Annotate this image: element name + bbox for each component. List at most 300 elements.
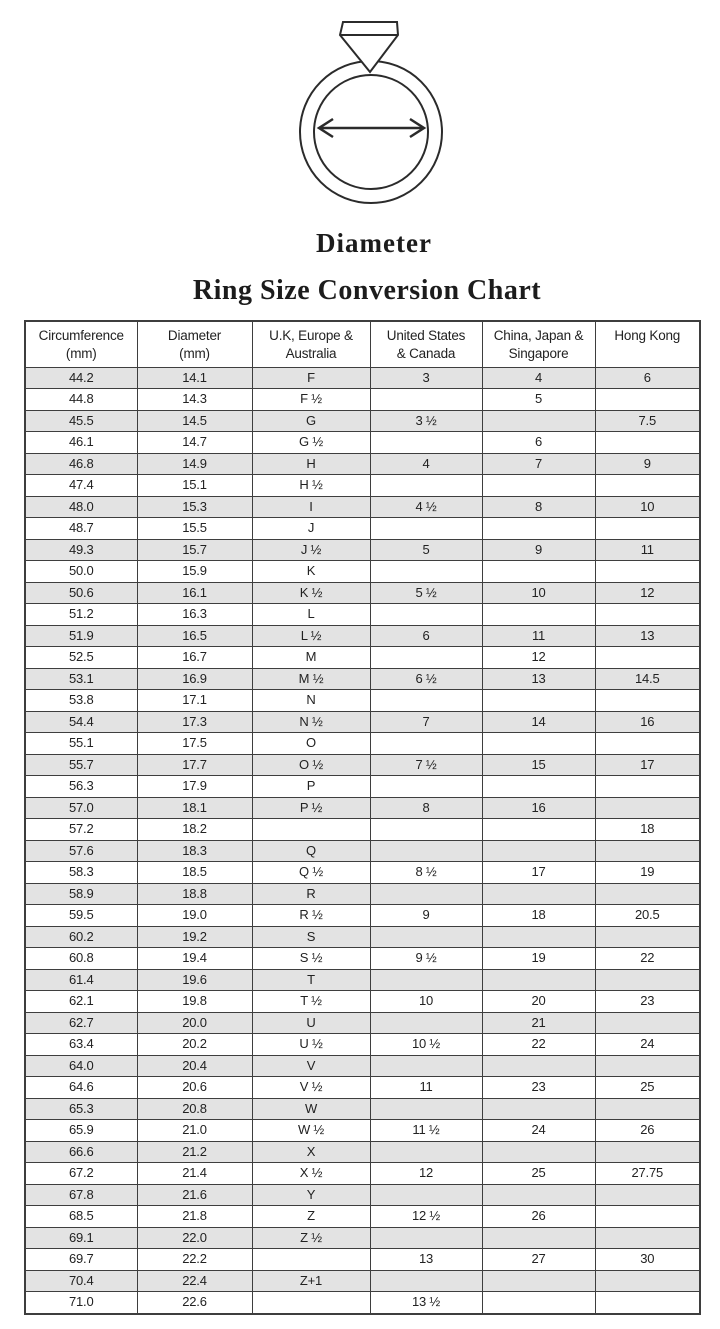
cell-circumference: 63.4 [25, 1034, 137, 1056]
cell-uk_europe_australia: O ½ [252, 754, 370, 776]
cell-circumference: 69.7 [25, 1249, 137, 1271]
cell-china_japan_singapore: 8 [482, 496, 595, 518]
table-row [25, 991, 700, 1013]
cell-uk_europe_australia: X [252, 1141, 370, 1163]
cell-china_japan_singapore [482, 410, 595, 432]
table-row [25, 926, 700, 948]
cell-hong_kong: 24 [595, 1034, 700, 1056]
cell-circumference: 65.3 [25, 1098, 137, 1120]
cell-hong_kong [595, 926, 700, 948]
cell-diameter: 19.6 [137, 969, 252, 991]
cell-diameter: 22.2 [137, 1249, 252, 1271]
cell-hong_kong: 26 [595, 1120, 700, 1142]
cell-diameter: 16.3 [137, 604, 252, 626]
table-row [25, 1098, 700, 1120]
cell-hong_kong: 22 [595, 948, 700, 970]
cell-circumference: 70.4 [25, 1270, 137, 1292]
cell-circumference: 45.5 [25, 410, 137, 432]
cell-us_canada: 8 [370, 797, 482, 819]
column-header-uk-europe-australia: U.K, Europe & Australia [252, 321, 370, 367]
table-row [25, 625, 700, 647]
cell-us_canada [370, 518, 482, 540]
column-header-china-japan-singapore: China, Japan & Singapore [482, 321, 595, 367]
cell-china_japan_singapore: 23 [482, 1077, 595, 1099]
cell-us_canada [370, 1055, 482, 1077]
cell-uk_europe_australia: T [252, 969, 370, 991]
cell-circumference: 52.5 [25, 647, 137, 669]
cell-china_japan_singapore: 4 [482, 367, 595, 389]
table-row [25, 1077, 700, 1099]
cell-diameter: 19.8 [137, 991, 252, 1013]
cell-china_japan_singapore: 13 [482, 668, 595, 690]
cell-circumference: 64.6 [25, 1077, 137, 1099]
table-row [25, 367, 700, 389]
cell-china_japan_singapore [482, 776, 595, 798]
cell-diameter: 21.6 [137, 1184, 252, 1206]
cell-circumference: 61.4 [25, 969, 137, 991]
table-row [25, 604, 700, 626]
cell-diameter: 16.1 [137, 582, 252, 604]
cell-hong_kong [595, 1055, 700, 1077]
table-row [25, 969, 700, 991]
cell-circumference: 50.6 [25, 582, 137, 604]
cell-china_japan_singapore [482, 819, 595, 841]
table-row [25, 518, 700, 540]
cell-hong_kong [595, 883, 700, 905]
cell-china_japan_singapore: 18 [482, 905, 595, 927]
cell-uk_europe_australia [252, 1249, 370, 1271]
table-row [25, 539, 700, 561]
cell-china_japan_singapore: 6 [482, 432, 595, 454]
table-row [25, 862, 700, 884]
table-row [25, 711, 700, 733]
cell-uk_europe_australia: L ½ [252, 625, 370, 647]
cell-diameter: 15.7 [137, 539, 252, 561]
table-row [25, 668, 700, 690]
table-row [25, 389, 700, 411]
cell-hong_kong: 27.75 [595, 1163, 700, 1185]
cell-circumference: 44.8 [25, 389, 137, 411]
cell-uk_europe_australia: R [252, 883, 370, 905]
cell-china_japan_singapore: 11 [482, 625, 595, 647]
table-row [25, 582, 700, 604]
cell-uk_europe_australia: H [252, 453, 370, 475]
cell-uk_europe_australia [252, 819, 370, 841]
diameter-label: Diameter [316, 228, 432, 258]
cell-china_japan_singapore [482, 1292, 595, 1314]
cell-hong_kong [595, 1292, 700, 1314]
cell-china_japan_singapore [482, 690, 595, 712]
cell-diameter: 18.2 [137, 819, 252, 841]
cell-china_japan_singapore: 14 [482, 711, 595, 733]
table-row [25, 432, 700, 454]
cell-china_japan_singapore: 27 [482, 1249, 595, 1271]
cell-uk_europe_australia: Z [252, 1206, 370, 1228]
cell-diameter: 22.4 [137, 1270, 252, 1292]
cell-us_canada: 7 ½ [370, 754, 482, 776]
cell-diameter: 19.2 [137, 926, 252, 948]
cell-hong_kong: 14.5 [595, 668, 700, 690]
cell-diameter: 17.5 [137, 733, 252, 755]
cell-diameter: 14.1 [137, 367, 252, 389]
cell-diameter: 21.2 [137, 1141, 252, 1163]
cell-circumference: 48.0 [25, 496, 137, 518]
cell-china_japan_singapore: 21 [482, 1012, 595, 1034]
table-row [25, 1163, 700, 1185]
cell-china_japan_singapore [482, 1141, 595, 1163]
cell-circumference: 58.9 [25, 883, 137, 905]
cell-circumference: 46.1 [25, 432, 137, 454]
cell-hong_kong: 11 [595, 539, 700, 561]
cell-us_canada [370, 1227, 482, 1249]
cell-us_canada: 10 [370, 991, 482, 1013]
cell-uk_europe_australia: M ½ [252, 668, 370, 690]
cell-diameter: 16.9 [137, 668, 252, 690]
cell-us_canada [370, 840, 482, 862]
cell-us_canada: 12 ½ [370, 1206, 482, 1228]
cell-uk_europe_australia: K [252, 561, 370, 583]
cell-china_japan_singapore [482, 1270, 595, 1292]
cell-hong_kong [595, 518, 700, 540]
cell-hong_kong: 16 [595, 711, 700, 733]
cell-us_canada [370, 1098, 482, 1120]
cell-diameter: 15.1 [137, 475, 252, 497]
cell-hong_kong: 20.5 [595, 905, 700, 927]
cell-china_japan_singapore: 15 [482, 754, 595, 776]
cell-us_canada: 3 ½ [370, 410, 482, 432]
cell-us_canada: 5 ½ [370, 582, 482, 604]
cell-uk_europe_australia: S ½ [252, 948, 370, 970]
cell-diameter: 19.0 [137, 905, 252, 927]
cell-circumference: 66.6 [25, 1141, 137, 1163]
cell-uk_europe_australia: G [252, 410, 370, 432]
cell-diameter: 15.3 [137, 496, 252, 518]
cell-hong_kong [595, 690, 700, 712]
cell-china_japan_singapore [482, 926, 595, 948]
cell-diameter: 18.1 [137, 797, 252, 819]
cell-uk_europe_australia: Q ½ [252, 862, 370, 884]
cell-hong_kong [595, 1098, 700, 1120]
cell-diameter: 20.8 [137, 1098, 252, 1120]
cell-circumference: 64.0 [25, 1055, 137, 1077]
cell-diameter: 14.9 [137, 453, 252, 475]
cell-diameter: 15.9 [137, 561, 252, 583]
page-title: Ring Size Conversion Chart [192, 275, 542, 306]
cell-diameter: 21.8 [137, 1206, 252, 1228]
cell-diameter: 21.4 [137, 1163, 252, 1185]
table-row [25, 733, 700, 755]
cell-diameter: 15.5 [137, 518, 252, 540]
cell-circumference: 53.1 [25, 668, 137, 690]
cell-uk_europe_australia: V ½ [252, 1077, 370, 1099]
table-row [25, 905, 700, 927]
column-header-hong-kong: Hong Kong [595, 321, 700, 367]
cell-hong_kong: 17 [595, 754, 700, 776]
cell-uk_europe_australia: T ½ [252, 991, 370, 1013]
cell-circumference: 59.5 [25, 905, 137, 927]
column-header-circumference: Circumference (mm) [25, 321, 137, 367]
table-row [25, 496, 700, 518]
diameter-arrow-icon [319, 119, 424, 137]
cell-hong_kong [595, 647, 700, 669]
table-row [25, 1034, 700, 1056]
cell-hong_kong [595, 969, 700, 991]
cell-us_canada [370, 1012, 482, 1034]
cell-hong_kong [595, 1184, 700, 1206]
cell-uk_europe_australia: V [252, 1055, 370, 1077]
cell-uk_europe_australia: W ½ [252, 1120, 370, 1142]
table-row [25, 1292, 700, 1314]
cell-china_japan_singapore [482, 518, 595, 540]
cell-china_japan_singapore [482, 1055, 595, 1077]
cell-hong_kong [595, 1206, 700, 1228]
table-row [25, 1206, 700, 1228]
cell-circumference: 65.9 [25, 1120, 137, 1142]
table-row [25, 1120, 700, 1142]
cell-circumference: 46.8 [25, 453, 137, 475]
cell-diameter: 14.7 [137, 432, 252, 454]
column-header-us-canada: United States & Canada [370, 321, 482, 367]
cell-us_canada [370, 926, 482, 948]
cell-us_canada [370, 604, 482, 626]
cell-us_canada: 9 [370, 905, 482, 927]
cell-diameter: 14.5 [137, 410, 252, 432]
cell-diameter: 16.5 [137, 625, 252, 647]
table-row [25, 948, 700, 970]
cell-hong_kong [595, 840, 700, 862]
cell-uk_europe_australia: U [252, 1012, 370, 1034]
cell-circumference: 62.1 [25, 991, 137, 1013]
cell-china_japan_singapore [482, 733, 595, 755]
cell-diameter: 22.0 [137, 1227, 252, 1249]
cell-circumference: 51.2 [25, 604, 137, 626]
cell-hong_kong [595, 797, 700, 819]
cell-diameter: 20.0 [137, 1012, 252, 1034]
cell-circumference: 60.8 [25, 948, 137, 970]
cell-us_canada [370, 561, 482, 583]
cell-diameter: 17.7 [137, 754, 252, 776]
cell-uk_europe_australia: K ½ [252, 582, 370, 604]
cell-circumference: 56.3 [25, 776, 137, 798]
cell-uk_europe_australia [252, 1292, 370, 1314]
cell-us_canada: 13 [370, 1249, 482, 1271]
cell-diameter: 17.3 [137, 711, 252, 733]
table-row [25, 1012, 700, 1034]
cell-uk_europe_australia: M [252, 647, 370, 669]
cell-china_japan_singapore: 9 [482, 539, 595, 561]
cell-us_canada [370, 733, 482, 755]
cell-hong_kong [595, 561, 700, 583]
cell-us_canada [370, 690, 482, 712]
cell-diameter: 18.5 [137, 862, 252, 884]
cell-us_canada: 4 ½ [370, 496, 482, 518]
cell-china_japan_singapore: 7 [482, 453, 595, 475]
cell-china_japan_singapore [482, 969, 595, 991]
cell-hong_kong [595, 1270, 700, 1292]
cell-uk_europe_australia: N ½ [252, 711, 370, 733]
cell-circumference: 57.0 [25, 797, 137, 819]
cell-us_canada: 6 ½ [370, 668, 482, 690]
cell-hong_kong [595, 776, 700, 798]
cell-us_canada [370, 819, 482, 841]
cell-circumference: 60.2 [25, 926, 137, 948]
cell-diameter: 22.6 [137, 1292, 252, 1314]
cell-circumference: 55.1 [25, 733, 137, 755]
cell-hong_kong: 12 [595, 582, 700, 604]
table-row [25, 453, 700, 475]
cell-us_canada: 12 [370, 1163, 482, 1185]
table-row [25, 561, 700, 583]
cell-us_canada: 11 ½ [370, 1120, 482, 1142]
cell-china_japan_singapore: 20 [482, 991, 595, 1013]
cell-us_canada: 5 [370, 539, 482, 561]
cell-uk_europe_australia: Z ½ [252, 1227, 370, 1249]
cell-hong_kong: 10 [595, 496, 700, 518]
cell-circumference: 54.4 [25, 711, 137, 733]
cell-diameter: 18.8 [137, 883, 252, 905]
column-header-diameter: Diameter (mm) [137, 321, 252, 367]
cell-us_canada [370, 647, 482, 669]
cell-us_canada [370, 1141, 482, 1163]
cell-us_canada: 11 [370, 1077, 482, 1099]
cell-us_canada [370, 969, 482, 991]
cell-uk_europe_australia: J [252, 518, 370, 540]
cell-uk_europe_australia: J ½ [252, 539, 370, 561]
cell-uk_europe_australia: F [252, 367, 370, 389]
cell-us_canada: 9 ½ [370, 948, 482, 970]
table-row [25, 647, 700, 669]
cell-diameter: 20.2 [137, 1034, 252, 1056]
cell-hong_kong: 9 [595, 453, 700, 475]
cell-hong_kong [595, 1141, 700, 1163]
cell-circumference: 69.1 [25, 1227, 137, 1249]
table-row [25, 840, 700, 862]
ring-inner-circle [314, 75, 428, 189]
cell-circumference: 58.3 [25, 862, 137, 884]
table-header [25, 321, 700, 367]
cell-china_japan_singapore: 24 [482, 1120, 595, 1142]
ring-band [300, 61, 442, 203]
cell-china_japan_singapore: 10 [482, 582, 595, 604]
cell-circumference: 55.7 [25, 754, 137, 776]
cell-circumference: 48.7 [25, 518, 137, 540]
cell-china_japan_singapore: 19 [482, 948, 595, 970]
cell-circumference: 47.4 [25, 475, 137, 497]
cell-circumference: 44.2 [25, 367, 137, 389]
cell-circumference: 51.9 [25, 625, 137, 647]
cell-hong_kong: 25 [595, 1077, 700, 1099]
cell-us_canada: 3 [370, 367, 482, 389]
cell-us_canada [370, 432, 482, 454]
cell-uk_europe_australia: G ½ [252, 432, 370, 454]
cell-hong_kong [595, 1227, 700, 1249]
cell-china_japan_singapore: 25 [482, 1163, 595, 1185]
cell-circumference: 57.6 [25, 840, 137, 862]
cell-hong_kong: 23 [595, 991, 700, 1013]
cell-circumference: 49.3 [25, 539, 137, 561]
cell-uk_europe_australia: S [252, 926, 370, 948]
cell-hong_kong: 7.5 [595, 410, 700, 432]
cell-diameter: 21.0 [137, 1120, 252, 1142]
cell-hong_kong: 6 [595, 367, 700, 389]
cell-circumference: 71.0 [25, 1292, 137, 1314]
table-row [25, 883, 700, 905]
cell-us_canada: 10 ½ [370, 1034, 482, 1056]
cell-us_canada: 7 [370, 711, 482, 733]
cell-diameter: 16.7 [137, 647, 252, 669]
cell-us_canada [370, 389, 482, 411]
cell-us_canada: 13 ½ [370, 1292, 482, 1314]
cell-hong_kong [595, 389, 700, 411]
table-row [25, 1184, 700, 1206]
table-row [25, 475, 700, 497]
cell-china_japan_singapore: 26 [482, 1206, 595, 1228]
cell-diameter: 20.4 [137, 1055, 252, 1077]
cell-uk_europe_australia: N [252, 690, 370, 712]
cell-china_japan_singapore [482, 1227, 595, 1249]
cell-circumference: 53.8 [25, 690, 137, 712]
ring-outer-circle [300, 61, 442, 203]
cell-diameter: 18.3 [137, 840, 252, 862]
cell-uk_europe_australia: F ½ [252, 389, 370, 411]
cell-diameter: 20.6 [137, 1077, 252, 1099]
cell-diameter: 17.1 [137, 690, 252, 712]
cell-circumference: 67.8 [25, 1184, 137, 1206]
table-row [25, 754, 700, 776]
table-row [25, 1141, 700, 1163]
cell-uk_europe_australia: P [252, 776, 370, 798]
ring-size-conversion-table [24, 320, 701, 1315]
cell-china_japan_singapore [482, 561, 595, 583]
cell-uk_europe_australia: O [252, 733, 370, 755]
table-row [25, 1270, 700, 1292]
cell-us_canada: 4 [370, 453, 482, 475]
ring-figure [0, 0, 720, 259]
cell-hong_kong [595, 733, 700, 755]
cell-uk_europe_australia: W [252, 1098, 370, 1120]
cell-hong_kong: 13 [595, 625, 700, 647]
cell-hong_kong [595, 475, 700, 497]
header-row [25, 321, 700, 367]
table-row [25, 1055, 700, 1077]
cell-china_japan_singapore: 12 [482, 647, 595, 669]
cell-hong_kong [595, 1012, 700, 1034]
cell-hong_kong: 19 [595, 862, 700, 884]
cell-diameter: 19.4 [137, 948, 252, 970]
table-row [25, 797, 700, 819]
cell-us_canada [370, 883, 482, 905]
cell-us_canada [370, 475, 482, 497]
cell-china_japan_singapore: 16 [482, 797, 595, 819]
cell-hong_kong: 30 [595, 1249, 700, 1271]
cell-us_canada [370, 1270, 482, 1292]
cell-diameter: 17.9 [137, 776, 252, 798]
table-row [25, 819, 700, 841]
cell-uk_europe_australia: P ½ [252, 797, 370, 819]
cell-uk_europe_australia: X ½ [252, 1163, 370, 1185]
cell-uk_europe_australia: L [252, 604, 370, 626]
cell-uk_europe_australia: U ½ [252, 1034, 370, 1056]
cell-uk_europe_australia: R ½ [252, 905, 370, 927]
cell-uk_europe_australia: I [252, 496, 370, 518]
cell-diameter: 14.3 [137, 389, 252, 411]
cell-circumference: 57.2 [25, 819, 137, 841]
cell-china_japan_singapore [482, 475, 595, 497]
cell-uk_europe_australia: Y [252, 1184, 370, 1206]
conversion-table-body [25, 367, 700, 1314]
cell-china_japan_singapore [482, 1098, 595, 1120]
cell-hong_kong: 18 [595, 819, 700, 841]
